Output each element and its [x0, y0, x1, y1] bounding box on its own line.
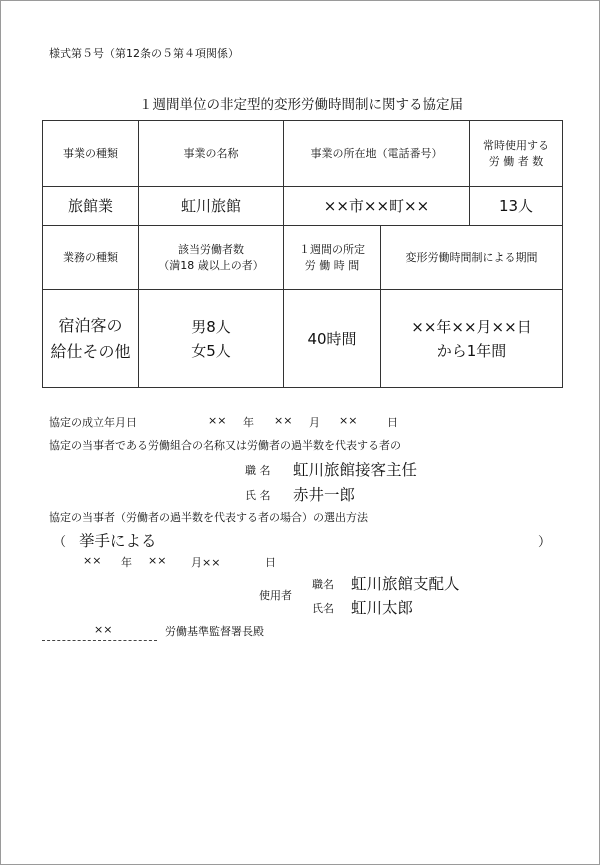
- worker-name-label: 氏 名: [245, 489, 271, 502]
- selection-paren-open: （: [53, 535, 67, 550]
- submission-year: ××: [83, 554, 102, 567]
- form-title: １週間単位の非定型的変形労働時間制に関する協定届: [139, 97, 463, 113]
- header-workers-line2: （満18 歳以上の者）: [158, 258, 264, 272]
- value-location: ××市××町××: [284, 187, 470, 226]
- office-prefix: ××: [94, 623, 113, 636]
- value-period: [381, 290, 563, 388]
- value-period-line2: から1年間: [436, 341, 507, 360]
- agreement-year-unit: 年: [243, 416, 254, 429]
- header-employees: [470, 121, 563, 187]
- header-work-type: 業務の種類: [43, 226, 139, 290]
- office-name: 労働基準監督署長殿: [165, 625, 264, 638]
- submission-day-unit: 日: [265, 556, 276, 569]
- form-number: 様式第５号（第12条の５第４項関係）: [49, 47, 239, 60]
- worker-position-value: 虹川旅館接客主任: [293, 461, 418, 479]
- agreement-date-label: 協定の成立年月日: [49, 416, 137, 429]
- employer-label: 使用者: [259, 589, 292, 602]
- agreement-date-month: ××: [274, 414, 293, 427]
- union-statement: 協定の当事者である労働組合の名称又は労働者の過半数を代表する者の: [49, 439, 401, 452]
- agreement-date-year: ××: [208, 414, 227, 427]
- employer-position-label: 職名: [312, 578, 334, 591]
- employer-name-value: 虹川太郎: [351, 599, 414, 617]
- value-work-type-line2: 給仕その他: [50, 341, 131, 361]
- value-work-type: [43, 290, 139, 388]
- table-value-row-1: [43, 187, 563, 226]
- header-period: 変形労働時間制による期間: [381, 226, 563, 290]
- header-hours-line2: 労 働 時 間: [304, 258, 360, 272]
- submission-month: ××: [148, 554, 167, 567]
- header-workers-line1: 該当労働者数: [178, 242, 244, 256]
- value-business-name: 虹川旅館: [139, 187, 284, 226]
- value-workers-line2: 女5人: [191, 341, 231, 360]
- header-employees-line2: 労 働 者 数: [488, 154, 544, 168]
- agreement-date-day: ××: [339, 414, 358, 427]
- agreement-day-unit: 日: [387, 416, 398, 429]
- employer-position-value: 虹川旅館支配人: [351, 575, 460, 593]
- office-underline: [42, 640, 157, 641]
- header-weekly-hours: [284, 226, 381, 290]
- value-work-type-line1: 宿泊客の: [58, 315, 123, 335]
- table-header-row-1: [43, 121, 563, 187]
- agreement-month-unit: 月: [309, 416, 320, 429]
- value-weekly-hours: 40時間: [284, 290, 381, 388]
- header-employees-line1: 常時使用する: [483, 138, 549, 152]
- header-business-name: 事業の名称: [139, 121, 284, 187]
- agreement-table: [42, 120, 563, 388]
- table-value-row-2: [43, 290, 563, 388]
- submission-year-unit: 年: [121, 556, 132, 569]
- submission-month-day: 月××: [191, 556, 221, 569]
- worker-name-value: 赤井一郎: [293, 486, 356, 504]
- value-period-line1: ××年××月××日: [411, 317, 532, 336]
- selection-statement: 協定の当事者（労働者の過半数を代表する者の場合）の選出方法: [49, 511, 368, 524]
- header-business-type: 事業の種類: [43, 121, 139, 187]
- selection-paren-close: ）: [538, 535, 552, 550]
- worker-position-label: 職 名: [245, 464, 271, 477]
- value-workers-line1: 男8人: [191, 317, 231, 336]
- selection-method: 挙手による: [79, 532, 157, 550]
- header-location: 事業の所在地（電話番号）: [284, 121, 470, 187]
- employer-name-label: 氏名: [312, 602, 334, 615]
- value-business-type: 旅館業: [43, 187, 139, 226]
- table-header-row-2: [43, 226, 563, 290]
- header-hours-line1: １週間の所定: [299, 242, 365, 256]
- value-employees: 13人: [470, 187, 563, 226]
- value-workers: [139, 290, 284, 388]
- header-workers: [139, 226, 284, 290]
